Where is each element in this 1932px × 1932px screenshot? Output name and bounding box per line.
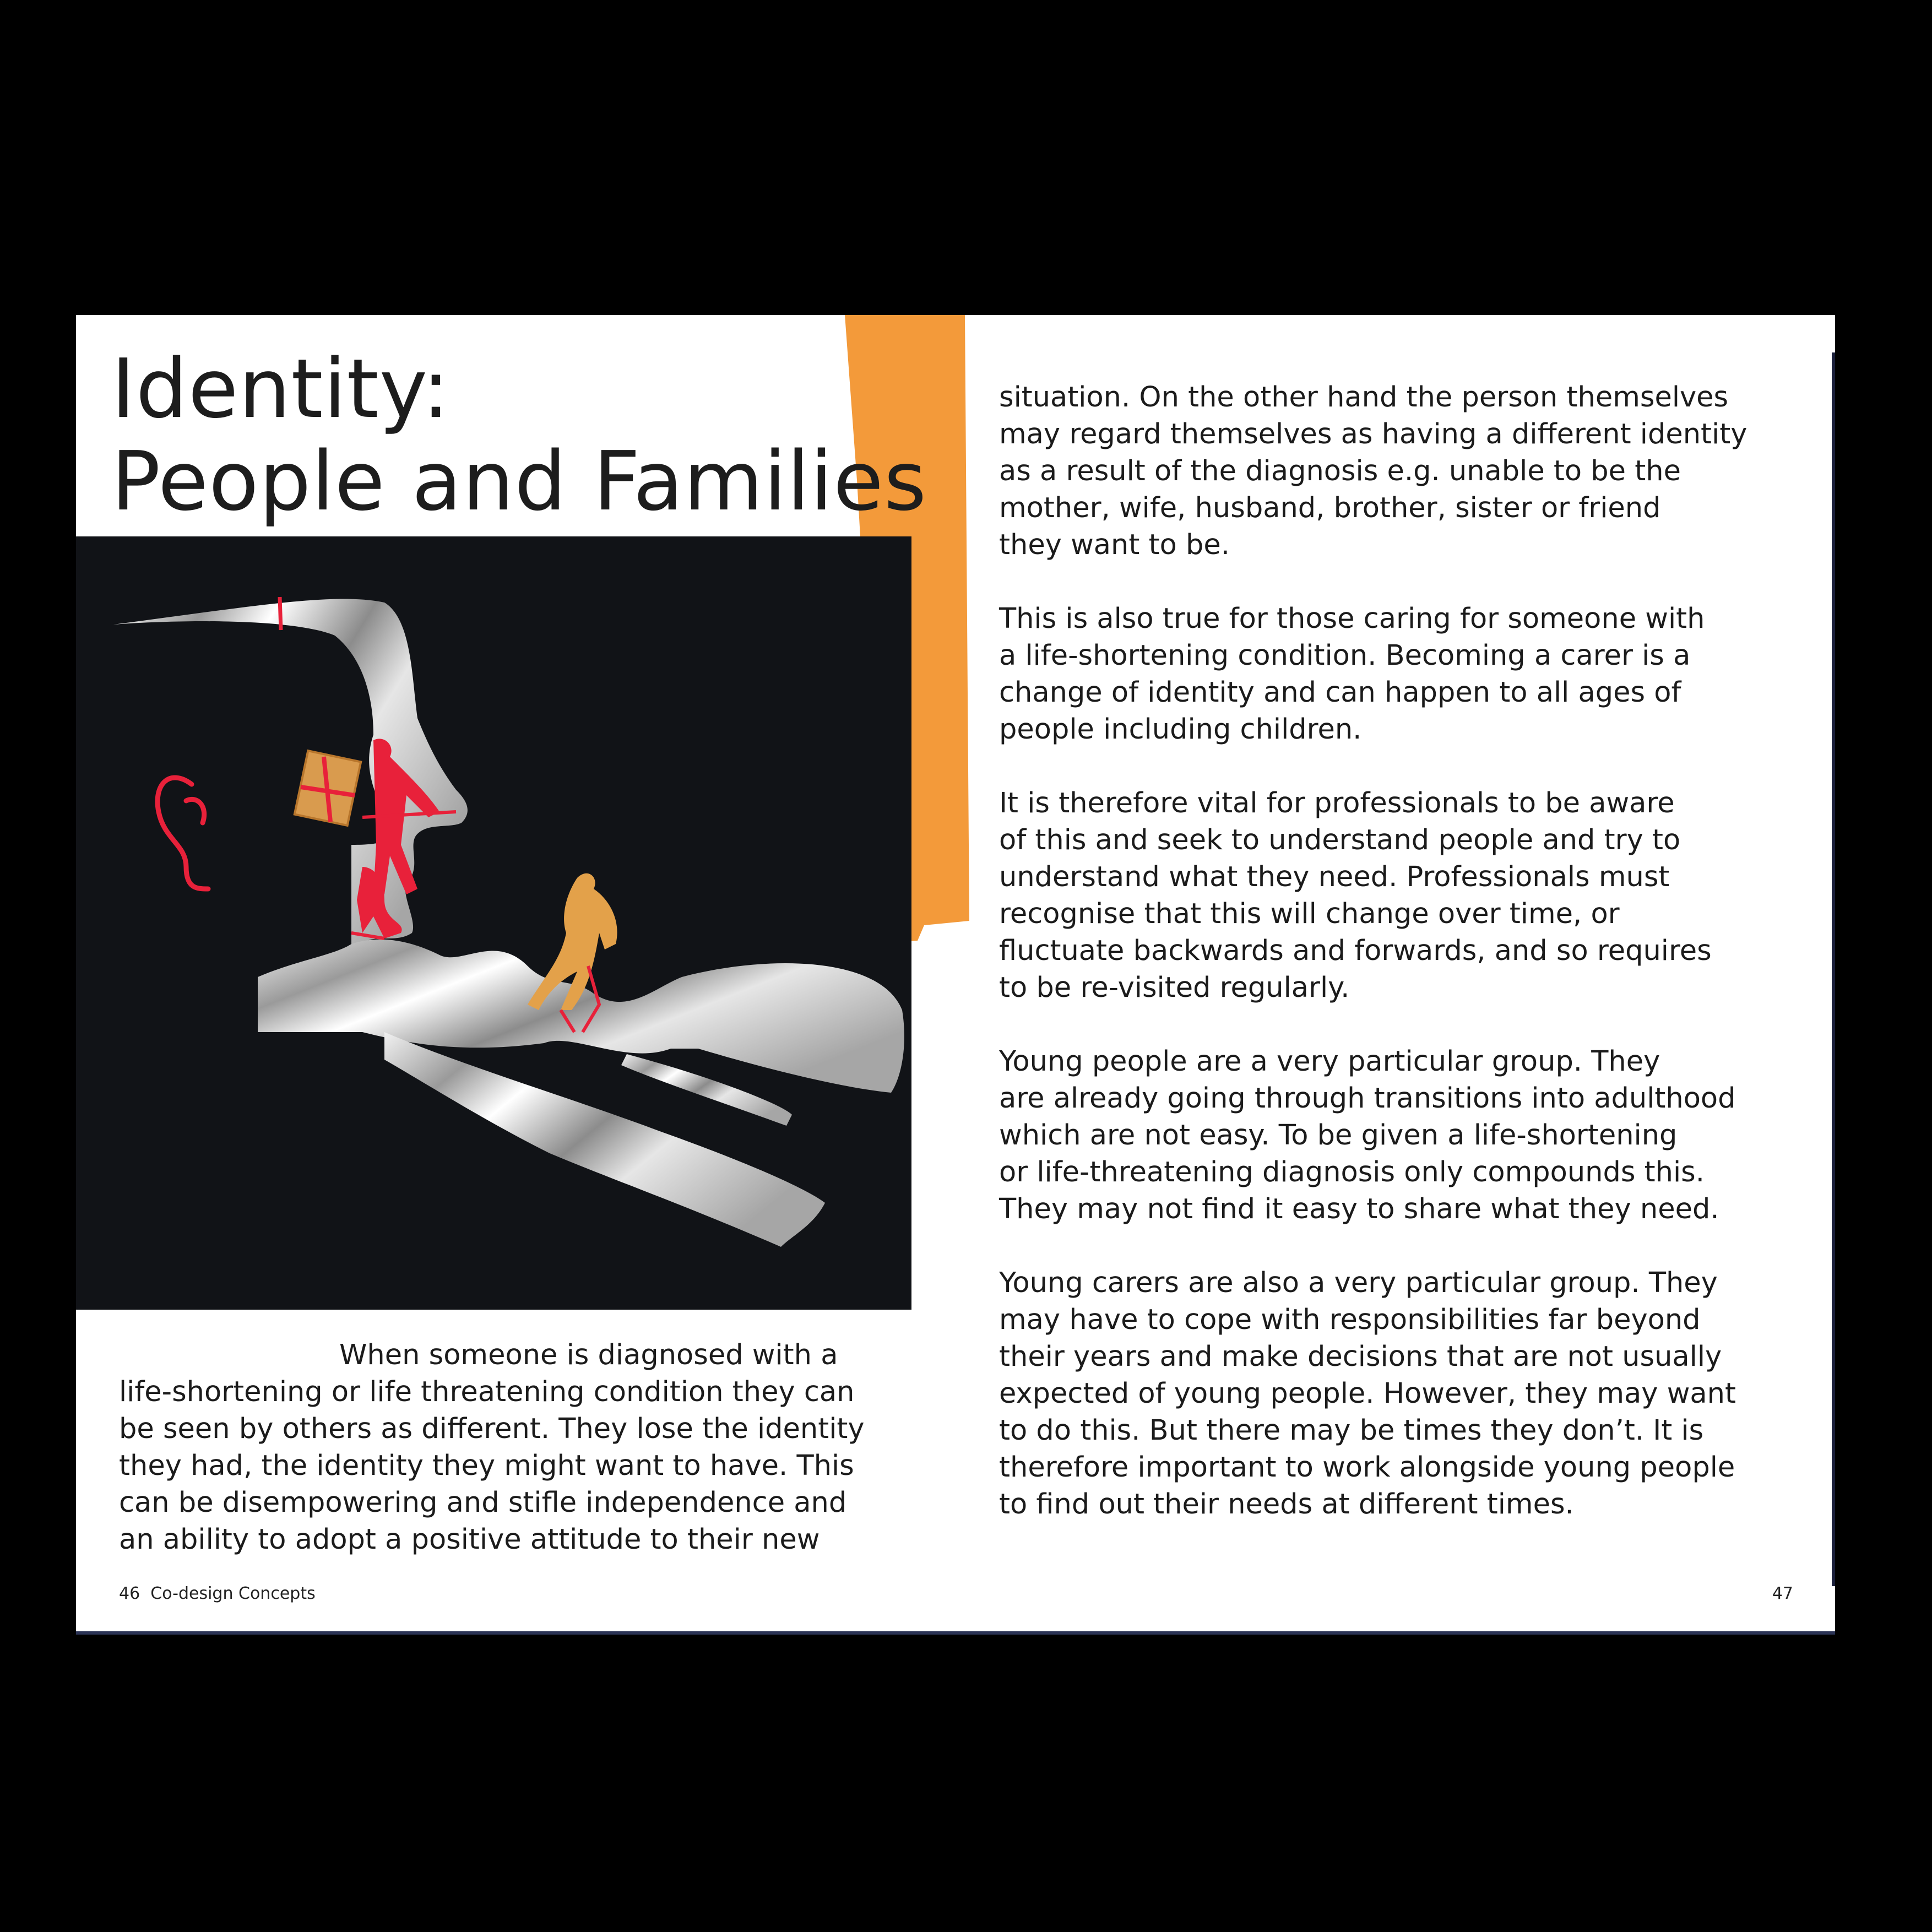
text-line: life-shortening or life threatening condition they can xyxy=(119,1376,855,1408)
page-number-left: 46 xyxy=(119,1584,140,1603)
collage-artwork xyxy=(76,536,911,1310)
book-spread xyxy=(76,315,1835,1635)
text-line: When someone is diagnosed with a xyxy=(339,1339,838,1371)
text-line: may have to cope with responsibilities far beyond xyxy=(999,1304,1701,1336)
paragraph-2 xyxy=(999,600,1747,748)
page-edge xyxy=(1832,352,1835,1586)
orange-walking-figure xyxy=(528,873,617,1010)
left-column-text xyxy=(119,1337,865,1558)
text-line: It is therefore vital for professionals to be aware xyxy=(999,787,1675,820)
text-line: or life-threatening diagnosis only compounds this. xyxy=(999,1156,1705,1188)
text-line: fluctuate backwards and forwards, and so requires xyxy=(999,935,1712,967)
title-line-2: People and Families xyxy=(111,434,927,529)
section-title: Co-design Concepts xyxy=(150,1584,316,1603)
text-line: This is also true for those caring for someone with xyxy=(999,603,1705,635)
collage-illustration xyxy=(76,536,911,1310)
text-line: expected of young people. However, they may want xyxy=(999,1377,1736,1410)
text-line: recognise that this will change over time, or xyxy=(999,898,1620,930)
page-number-right: 47 xyxy=(1772,1584,1793,1603)
text-line: can be disempowering and stifle independence and xyxy=(119,1486,847,1519)
text-line: situation. On the other hand the person themselves xyxy=(999,381,1729,414)
ear-drawing xyxy=(158,778,208,889)
paragraph-5 xyxy=(999,1265,1747,1523)
text-line: to be re-visited regularly. xyxy=(999,972,1350,1004)
text-line: Young people are a very particular group. They xyxy=(999,1045,1660,1078)
text-line: as a result of the diagnosis e.g. unable to be the xyxy=(999,455,1681,487)
text-line: Young carers are also a very particular group. They xyxy=(999,1267,1718,1299)
text-line: therefore important to work alongside young people xyxy=(999,1451,1735,1484)
title-line-1: Identity: xyxy=(111,341,451,436)
text-line: an ability to adopt a positive attitude to their new xyxy=(119,1523,820,1556)
text-line: to find out their needs at different times. xyxy=(999,1488,1574,1521)
text-line: they had, the identity they might want to have. This xyxy=(119,1450,854,1482)
text-line: mother, wife, husband, brother, sister or friend xyxy=(999,492,1661,524)
text-line: their years and make decisions that are not usually xyxy=(999,1341,1722,1373)
text-line: they want to be. xyxy=(999,529,1230,561)
text-line: which are not easy. To be given a life-shortening xyxy=(999,1119,1678,1152)
text-line: of this and seek to understand people and try to xyxy=(999,824,1681,856)
text-line: to do this. But there may be times they don’t. It is xyxy=(999,1414,1704,1447)
text-line: a life-shortening condition. Becoming a carer is a xyxy=(999,639,1691,672)
text-line: be seen by others as different. They lose the identity xyxy=(119,1413,865,1445)
paragraph-1 xyxy=(999,379,1747,563)
text-line: people including children. xyxy=(999,713,1362,746)
text-line: may regard themselves as having a different identity xyxy=(999,418,1748,451)
text-line: understand what they need. Professionals must xyxy=(999,861,1670,893)
foil-head-profile xyxy=(113,599,468,944)
right-column-text xyxy=(999,379,1747,1523)
page-bottom-edge xyxy=(76,1631,1835,1635)
footer-left xyxy=(119,1584,316,1603)
page-title xyxy=(111,343,927,528)
paragraph-3 xyxy=(999,785,1747,1006)
text-line: change of identity and can happen to all ages of xyxy=(999,676,1681,709)
text-line: They may not find it easy to share what they need. xyxy=(999,1193,1719,1225)
paragraph-4 xyxy=(999,1043,1747,1228)
text-line: are already going through transitions into adulthood xyxy=(999,1082,1736,1115)
